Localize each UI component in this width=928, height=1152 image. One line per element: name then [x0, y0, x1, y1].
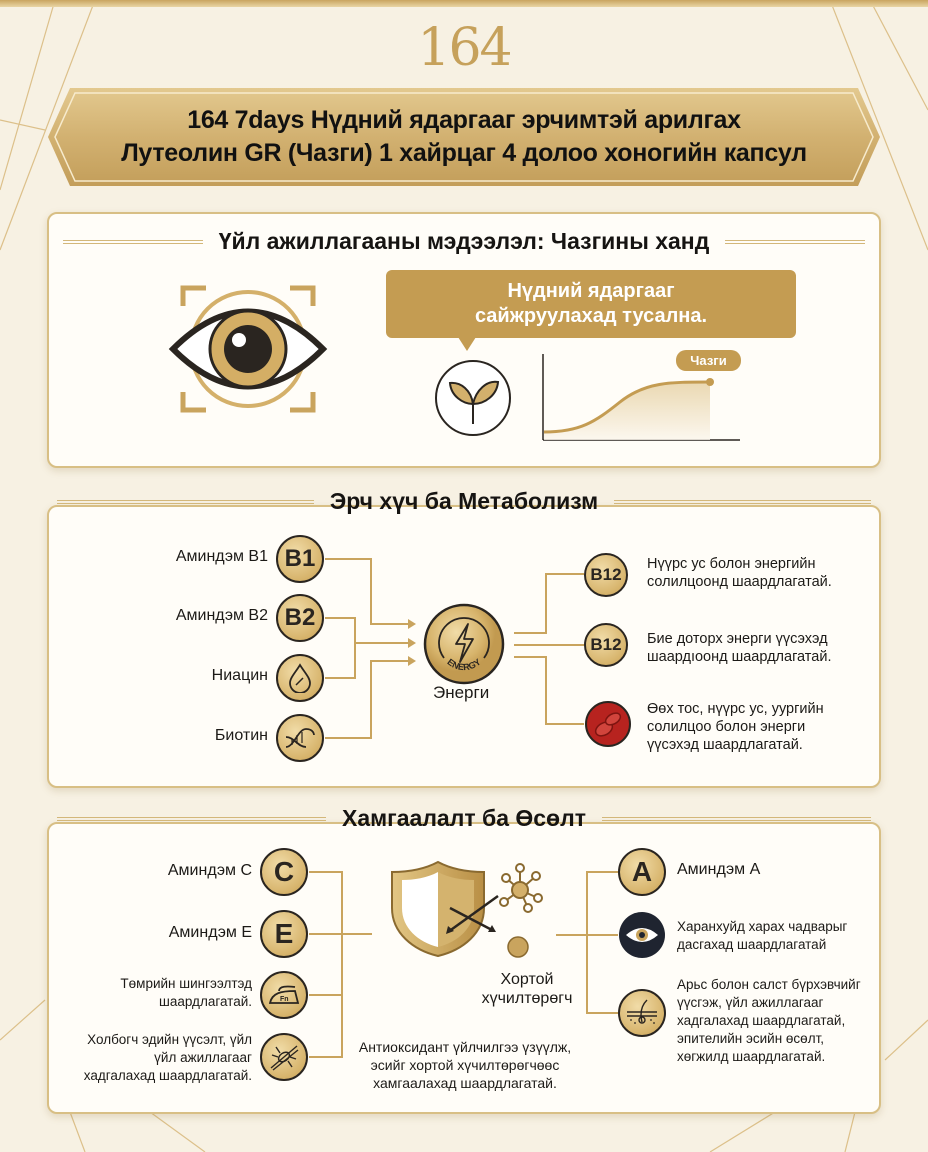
badge-b12-2: B12 [584, 623, 628, 667]
skin-desc-line4: эпителийн эсийн өсөлт, [677, 1031, 825, 1046]
badge-b12-1: B12 [584, 553, 628, 597]
iron-desc-line1: Төмрийн шингээлтэд [120, 976, 252, 991]
tissue-desc-line2: үйл ажиллагааг [154, 1050, 252, 1065]
input-label-biotin: Биотин [214, 727, 268, 744]
free-radical-label [472, 970, 582, 1008]
section-energy-title: Эрч хүч ба Метаболизм [329, 488, 599, 514]
night-vision-eye-icon [618, 911, 666, 959]
badge-a: A [618, 848, 666, 896]
iron-icon-text: Fn [280, 996, 289, 1003]
antioxidant-desc-line3: хамгаалахад шаардлагатай. [373, 1075, 557, 1091]
shield-icon [388, 858, 558, 958]
output-desc-1-line1: Нүүрс ус болон энергийн [647, 556, 816, 572]
output-desc-3-line3: үүсэхэд шаардлагатай. [647, 737, 803, 753]
output-desc-1-line2: солилцоонд шаардлагатай. [647, 574, 832, 590]
brand-logo: 164 [417, 18, 511, 78]
output-desc-2-line1: Бие доторх энерги үүсэхэд [647, 631, 828, 647]
night-vision-desc [677, 918, 847, 954]
vitamin-c-label: Аминдэм C [167, 862, 252, 879]
hub-ring-text: ENERGY [445, 656, 483, 673]
chart-label-chasgi: Чазги [676, 350, 741, 371]
input-label-niacin: Ниацин [211, 667, 268, 684]
banner-line-2: Лутеолин GR (Чазги) 1 хайрцаг 4 долоо хоногийн капсул [121, 139, 807, 167]
skin-desc-line2: үүсгэж, үйл ажиллагааг [677, 995, 824, 1010]
section-protection-title: Хамгаалалт ба Өсөлт [342, 805, 586, 831]
vitamin-e-label: Аминдэм E [168, 924, 252, 941]
vitamin-a-label: Аминдэм A [677, 861, 761, 878]
free-radical-line2: хүчилтөрөгч [481, 990, 573, 1007]
skin-desc-line3: хадгалахад шаардлагатай, [677, 1013, 846, 1028]
section-mechanism-title: Үйл ажиллагааны мэдээлэл: Чазгины ханд [218, 228, 710, 254]
skin-hair-icon [618, 989, 666, 1037]
skin-desc-line1: Арьс болон салст бүрхэвчийг [677, 977, 861, 992]
badge-b1: B1 [276, 535, 324, 583]
hub-label: Энерги [433, 683, 490, 702]
callout-line-1: Нүдний ядаргааг [507, 280, 675, 302]
skin-desc-line5: хөгжилд шаардлагатай. [677, 1049, 826, 1064]
iron-desc-line2: шаардлагатай. [159, 994, 252, 1009]
input-label-b1: Аминдэм B1 [175, 548, 268, 565]
tissue-desc-line1: Холбогч эдийн үүсэлт, үйл [87, 1032, 252, 1047]
output-desc-2-line2: шаардıоонд шаардлагатай. [647, 649, 832, 665]
callout-line-2: сайжруулахад тусална. [474, 305, 708, 327]
output-desc-3-line2: солилцоо болон энерги [647, 719, 806, 735]
antioxidant-desc-line2: эсийг хортой хүчилтөрөгчөөс [370, 1057, 560, 1073]
night-vision-desc-line1: Харанхуйд харах чадварыг [677, 919, 848, 934]
badge-c: C [260, 848, 308, 896]
output-desc-3-line1: Өөх тос, нүүрс ус, уургийн [647, 701, 824, 717]
antioxidant-desc [340, 1038, 590, 1092]
night-vision-desc-line2: дасгахад шаардлагатай [677, 937, 827, 952]
skin-desc [677, 976, 861, 1066]
antioxidant-desc-line1: Антиоксидант үйлчилгээ үзүүлж, [358, 1039, 572, 1055]
input-label-b2: Аминдэм B2 [175, 607, 268, 624]
badge-b2: B2 [276, 594, 324, 642]
banner-line-1: 164 7days Нүдний ядаргааг эрчимтэй арилгах [187, 106, 741, 134]
tissue-desc-line3: хадгалахад шаардлагатай. [83, 1068, 252, 1083]
free-radical-line1: Хортой [500, 971, 554, 988]
badge-e: E [260, 910, 308, 958]
